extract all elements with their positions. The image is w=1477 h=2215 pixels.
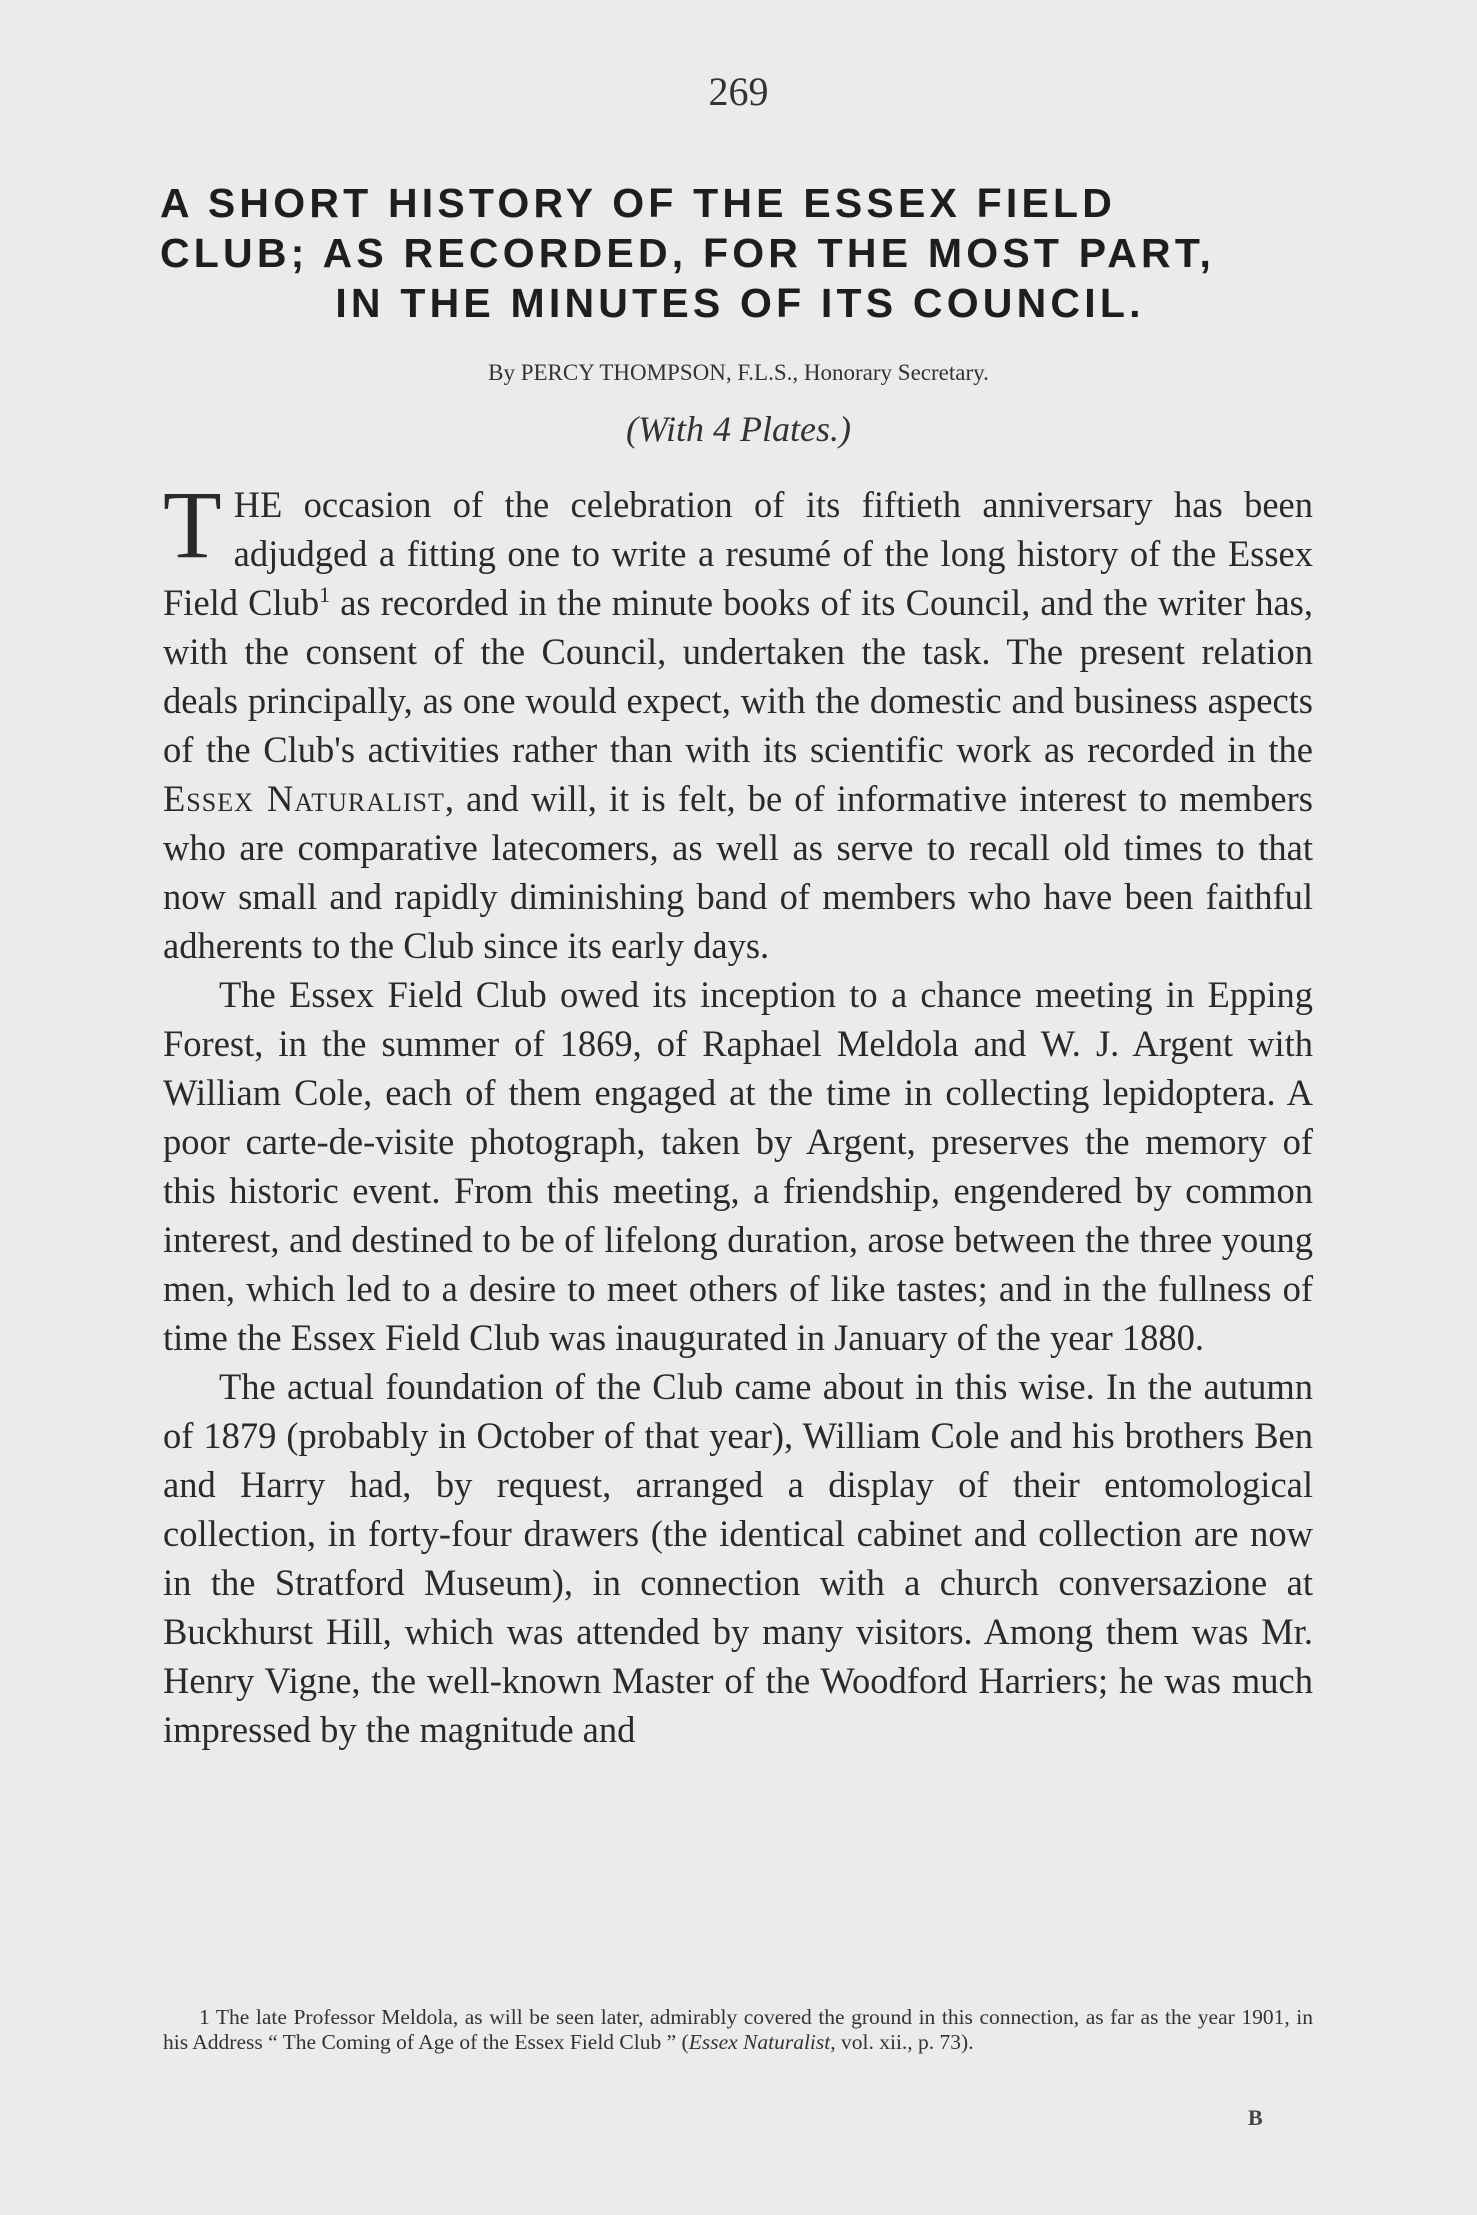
paragraph-3: The actual foundation of the Club came about in this wise. In the autumn of 1879 (probably in October of that year), William Cole and his brothers Ben and Harry had, by request, arranged a display of their entomological collection, in forty-four drawers (the identical cabinet and collection are now in the Stratford Museum), in connection with a church conversazione at Buckhurst Hill, which was attended by many visitors. Among them was Mr. Henry Vigne, the well-known Master of the Woodford Harriers; he was much impressed by the magnitude and (163, 1366, 1313, 1750)
footnote-journal: Essex Naturalist (688, 2030, 831, 2054)
plates-note: (With 4 Plates.) (626, 409, 851, 449)
paragraph-2: The Essex Field Club owed its inception to a chance meeting in Epping Forest, in the summer of 1869, of Raphael Meldola and W. J. Argent with William Cole, each of them engaged at the time in collecting lepidoptera. A poor carte-de-visite photograph, taken by Argent, preserves the memory of this historic event. From this meeting, a friendship, engendered by common interest, and destined to be of lifelong duration, arose between the three young men, which led to a desire to meet others of like tastes; and in the fullness of time the Essex Field Club was inaugurated in January of the year 1880. (163, 974, 1313, 1358)
paragraph-1-text-c: , and will, it is felt, be of informative interest to members who are comparative latecomers, as well as serve to recall old times to that now small and rapidly diminishing band of members who have been faithful adherents to the Club since its early days. (163, 778, 1313, 966)
paragraph-1-text-a: HE occasion of the celebration of its fiftieth anniversary has been adjudged a fitting one to write a resumé of the long history of the Essex Field Club (163, 484, 1313, 623)
footnote-end: , vol. xii., p. 73). (830, 2030, 974, 2054)
article-title (160, 178, 1320, 328)
footnote-ref: 1 (319, 581, 331, 607)
title-line-2: CLUB; AS RECORDED, FOR THE MOST PART, (160, 230, 1216, 276)
footnote (163, 2005, 1313, 2055)
footnote-text (163, 2005, 1313, 2055)
article-body (163, 471, 1313, 1754)
paragraph-1 (163, 471, 1313, 970)
paragraph-1-text-b: as recorded in the minute books of its Council, and the writer has, with the consent of the Council, undertaken the task. The present relation deals principally, as one would expect, with the domestic and business aspects of the Club's activities rather than with its scientific work as recorded in the (163, 582, 1313, 770)
byline: By PERCY THOMPSON, F.L.S., Honorary Secretary. (488, 360, 989, 385)
journal-name: Essex Naturalist (163, 778, 445, 819)
page-number: 269 (708, 69, 769, 114)
footnote-number: 1 (199, 2005, 210, 2029)
title-line-3: IN THE MINUTES OF ITS COUNCIL. (335, 280, 1145, 326)
footnote-body: The late Professor Meldola, as will be seen later, admirably covered the ground in this connection, as far as the year 1901, in his Address “ The Coming of Age of the Essex Field Club ” ( (163, 2005, 1313, 2054)
drop-cap: T (163, 471, 222, 578)
signature-mark: B (1248, 2105, 1263, 2130)
title-line-1: A SHORT HISTORY OF THE ESSEX FIELD (160, 180, 1117, 226)
